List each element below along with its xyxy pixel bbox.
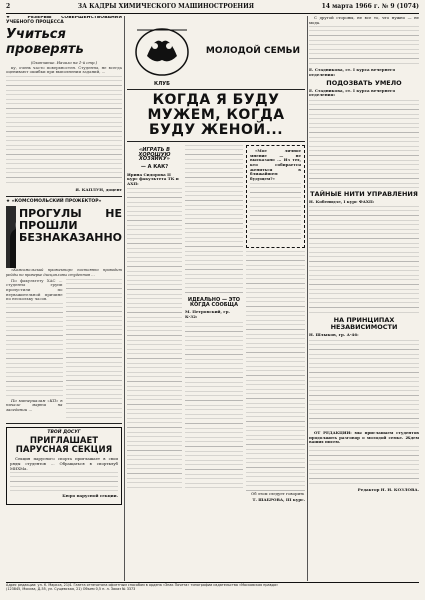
byline: Н. Шлыков, гр. А-46: bbox=[309, 332, 359, 338]
photo-students bbox=[6, 206, 16, 268]
box-text: Секция парусного спорта приглашает в свои ряды студентов ... Обращаться в спортклуб МИХМа. bbox=[10, 456, 118, 471]
byline: Е. Стадникова, ст. I курса вечернего отделения: bbox=[309, 67, 396, 77]
continuation-note: (Окончание. Начало на 1-й стр.) bbox=[30, 60, 98, 66]
byline: М. Петровский, гр. К-32: bbox=[185, 309, 230, 319]
club-emblem-icon bbox=[127, 18, 197, 78]
leisure-box bbox=[6, 427, 122, 505]
issue-date: 14 марта 1966 г. № 9 (1074) bbox=[321, 3, 419, 10]
newspaper-name: ЗА КАДРЫ ХИМИЧЕСКОГО МАШИНОСТРОЕНИЯ bbox=[77, 3, 255, 10]
subheadline: ИДЕАЛЬНО — ЭТО КОГДА СООБЩА bbox=[187, 297, 241, 308]
imprint-footer bbox=[6, 582, 419, 591]
middle-column bbox=[127, 16, 305, 581]
editor-signature: Редактор Н. Н. КОЗЛОВА. bbox=[357, 486, 419, 492]
club-title: МОЛОДОЙ СЕМЬИ bbox=[205, 45, 301, 56]
main-headline: КОГДА Я БУДУ МУЖЕМ, КОГДА БУДУ ЖЕНОЙ... bbox=[147, 92, 285, 139]
byline: Н. Кобенидзе, I курс ФАХП: bbox=[309, 198, 375, 204]
byline: Е. Стадникова, ст. I курса вечернего отделения: bbox=[309, 87, 396, 98]
article-reference: По материалам «КП» в начале марта на заседании ... bbox=[6, 397, 63, 413]
byline: Ирина Сидорова II курс факультета ТК и АХП: bbox=[127, 171, 179, 186]
editorial-note: ОТ РЕДАКЦИИ: мы приглашаем студентов продолжить разговор о молодой семье. Ждем ваших писем. bbox=[309, 429, 419, 445]
quote-text: «Мое личное мнение — не высказано ... Из тех, кто собирается жениться в ближайшем будущем?» bbox=[250, 148, 301, 181]
article-headline: Учиться проверять bbox=[6, 27, 84, 58]
column-divider bbox=[307, 16, 308, 581]
photo-caption: «Комсомольский прожектор» постоянно проводит рейды по проверке дисциплины студентов ... bbox=[6, 268, 122, 277]
box-headline: ПРИГЛАШАЕТ ПАРУСНАЯ СЕКЦИЯ bbox=[15, 436, 113, 456]
subheadline: НА ПРИНЦИПАХ НЕЗАВИСИМОСТИ bbox=[330, 316, 398, 332]
box-kicker: ТВОЙ ДОСУГ bbox=[47, 429, 81, 435]
right-column bbox=[309, 16, 419, 581]
emblem-label: КЛУБ bbox=[154, 80, 170, 87]
subheadline: ПОДОЗВАТЬ УМЕЛО bbox=[326, 78, 402, 87]
page-header bbox=[6, 3, 419, 14]
article-paragraph: По факультету ХАС ... студенты групп пропустили по неуважительной причине по нескольку часов. bbox=[6, 277, 63, 302]
imprint-line: (123845, Москва, Д-55, ул. Сущевская, 21) Объем 0,5 п. л. Заказ № 3373 bbox=[6, 587, 136, 592]
article-paragraph: ку, очень часто поверхностен. Студенты, не всегда оценивают ошибки при выполнении заданий, ... bbox=[6, 64, 122, 75]
imprint-line: Адрес редакции: ул. К. Маркса, 21/4. Газета отпечатана офсетным способом в ордена «Знак Почета» типографии издательства «Московская правда» bbox=[6, 583, 279, 587]
article-signature: Я. КАПЛУН, доцент bbox=[75, 187, 122, 193]
left-column bbox=[6, 16, 122, 581]
page-number: 2 bbox=[6, 3, 11, 10]
subheadline: — А КАК? bbox=[140, 163, 169, 170]
article-paragraph: Об этом следует говорить bbox=[251, 490, 305, 496]
subheadline: ТАЙНЫЕ НИТИ УПРАВЛЕНИЯ bbox=[310, 189, 418, 198]
section-kicker: ★ РЕЗЕРВЫ СОВЕРШЕНСТВОВАНИЯ УЧЕБНОГО ПРОЦЕССА bbox=[6, 16, 122, 25]
section-kicker: ★ «КОМСОМОЛЬСКИЙ ПРОЖЕКТОР» bbox=[6, 198, 102, 204]
box-signature: Бюро парусной секции. bbox=[62, 493, 118, 499]
article-headline: ПРОГУЛЫ НЕ ПРОШЛИ БЕЗНАКАЗАННО bbox=[18, 207, 122, 245]
quote-box bbox=[246, 145, 305, 247]
subheadline: «ИГРАТЬ В ХОРОШУЮ ХОЗЯЙКУ» bbox=[138, 147, 171, 163]
article-paragraph: С другой стороны, не все то, что нужно — не мода. bbox=[309, 16, 419, 25]
article-signature: Т. ШАБРОВА, III курс. bbox=[252, 497, 305, 503]
column-divider bbox=[124, 16, 125, 581]
